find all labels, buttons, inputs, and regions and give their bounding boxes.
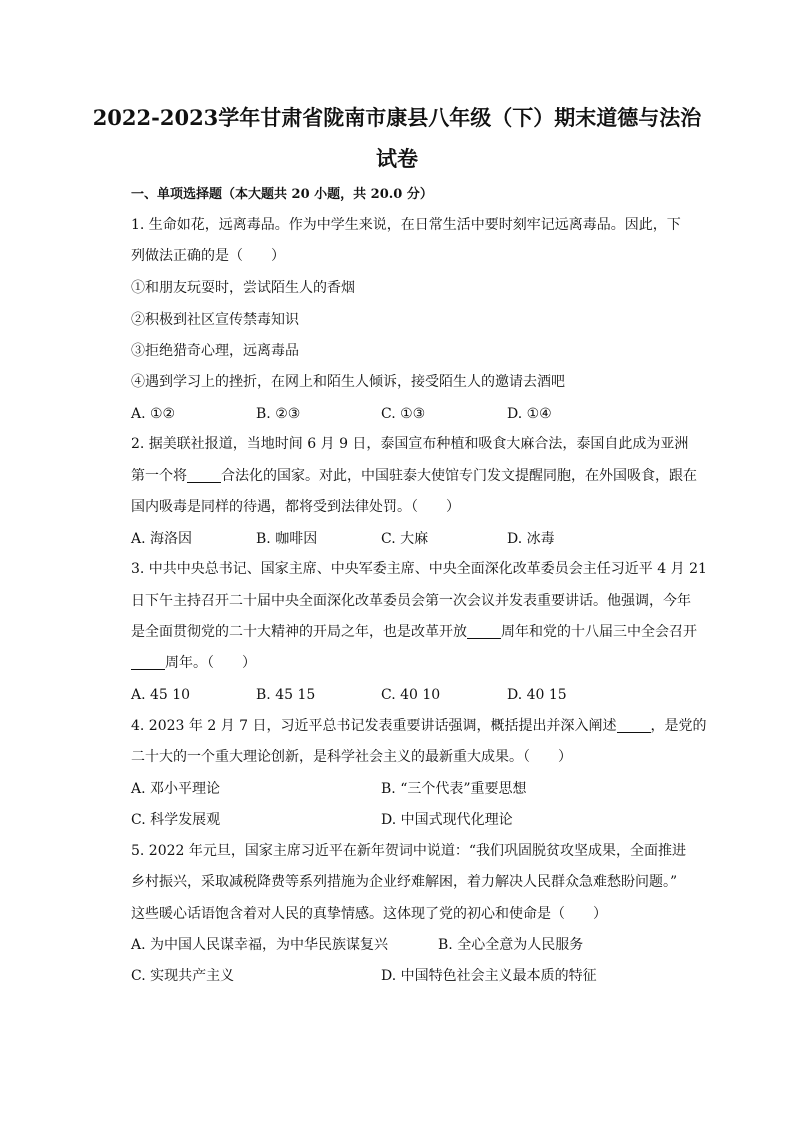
q5-option-b: B. 全心全意为人民服务: [438, 937, 584, 953]
q1-statement-3: ③拒绝猎奇心理，远离毒品: [131, 343, 299, 359]
q2-option-a: A. 海洛因: [131, 531, 193, 547]
answer-blank: [617, 718, 651, 733]
q3-option-b: B. 45 15: [256, 687, 316, 703]
q1-statement-4: ④遇到学习上的挫折，在网上和陌生人倾诉，接受陌生人的邀请去酒吧: [131, 374, 565, 390]
q1-statement-2: ②积极到社区宣传禁毒知识: [131, 312, 299, 328]
q2-stem-part2: 合法化的国家。对此，中国驻泰大使馆专门发文提醒同胞，在外国吸食，跟在: [221, 468, 697, 484]
q1-option-b: B. ②③: [256, 406, 301, 422]
q1-stem-line2: 列做法正确的是（ ）: [131, 248, 285, 264]
q4-stem-line1: [131, 716, 707, 736]
q1-option-c: C. ①③: [381, 406, 426, 422]
q3-option-d: D. 40 15: [507, 687, 567, 703]
q3-stem-line2: 日下午主持召开二十届中央全面深化改革委员会第一次会议并发表重要讲话。他强调，今年: [131, 593, 691, 609]
q2-stem-line1: 2. 据美联社报道，当地时间 6 月 9 日，泰国宣布种植和吸食大麻合法，泰国自此成为亚洲: [131, 436, 689, 452]
q5-stem-line1: 5. 2022 年元旦，国家主席习近平在新年贺词中说道：“我们巩固脱贫攻坚成果，全面推进: [131, 843, 687, 859]
q2-stem-line2: [131, 466, 697, 486]
title-line-2: 试卷: [376, 146, 418, 171]
q4-option-a: A. 邓小平理论: [131, 781, 221, 797]
q4-option-b: B. “三个代表”重要思想: [381, 781, 527, 797]
q3-stem-line4: [131, 653, 256, 673]
q3-stem-part3: 周年。（ ）: [165, 655, 256, 671]
q1-option-a: A. ①②: [131, 406, 176, 422]
answer-blank: [131, 655, 165, 670]
q5-option-c: C. 实现共产主义: [131, 968, 235, 984]
title-line-1: 2022-2023学年甘肃省陇南市康县八年级（下）期末道德与法治: [92, 105, 702, 130]
q2-stem-line3: 国内吸毒是同样的待遇，都将受到法律处罚。（ ）: [131, 499, 460, 515]
q3-option-a: A. 45 10: [131, 687, 191, 703]
q4-option-d: D. 中国式现代化理论: [381, 812, 513, 828]
q3-stem-line1: 3. 中共中央总书记、国家主席、中央军委主席、中央全面深化改革委员会主任习近平 4 月 21: [131, 561, 707, 577]
q4-stem-line2: 二十大的一个重大理论创新，是科学社会主义的最新重大成果。（ ）: [131, 749, 572, 765]
q1-option-d: D. ①④: [507, 406, 552, 422]
q1-statement-1: ①和朋友玩耍时，尝试陌生人的香烟: [131, 280, 355, 296]
answer-blank: [467, 624, 501, 639]
q5-stem-line2: 乡村振兴，采取减税降费等系列措施为企业纾难解困，着力解决人民群众急难愁盼问题。”: [131, 874, 678, 890]
q2-option-d: D. 冰毒: [507, 531, 555, 547]
q3-stem-line3: [131, 622, 697, 642]
answer-blank: [187, 468, 221, 483]
q4-option-c: C. 科学发展观: [131, 812, 221, 828]
q3-stem-part2: 周年和党的十八届三中全会召开: [501, 624, 697, 640]
q3-stem-part1: 是全面贯彻党的二十大精神的开局之年，也是改革开放: [131, 624, 467, 640]
section-heading: 一、单项选择题（本大题共 20 小题，共 20.0 分）: [131, 187, 433, 202]
q1-stem-line1: 1. 生命如花，远离毒品。作为中学生来说，在日常生活中要时刻牢记远离毒品。因此，下: [131, 217, 681, 233]
q5-option-a: A. 为中国人民谋幸福，为中华民族谋复兴: [131, 937, 389, 953]
q2-option-b: B. 咖啡因: [256, 531, 318, 547]
q2-stem-part1: 第一个将: [131, 468, 187, 484]
q4-stem-part1: 4. 2023 年 2 月 7 日，习近平总书记发表重要讲话强调，概括提出并深入阐述: [131, 718, 617, 734]
q5-stem-line3: 这些暖心话语饱含着对人民的真挚情感。这体现了党的初心和使命是（ ）: [131, 906, 607, 922]
q5-option-d: D. 中国特色社会主义最本质的特征: [381, 968, 597, 984]
q2-option-c: C. 大麻: [381, 531, 429, 547]
q3-option-c: C. 40 10: [381, 687, 441, 703]
q4-stem-part2: ，是党的: [650, 718, 707, 734]
